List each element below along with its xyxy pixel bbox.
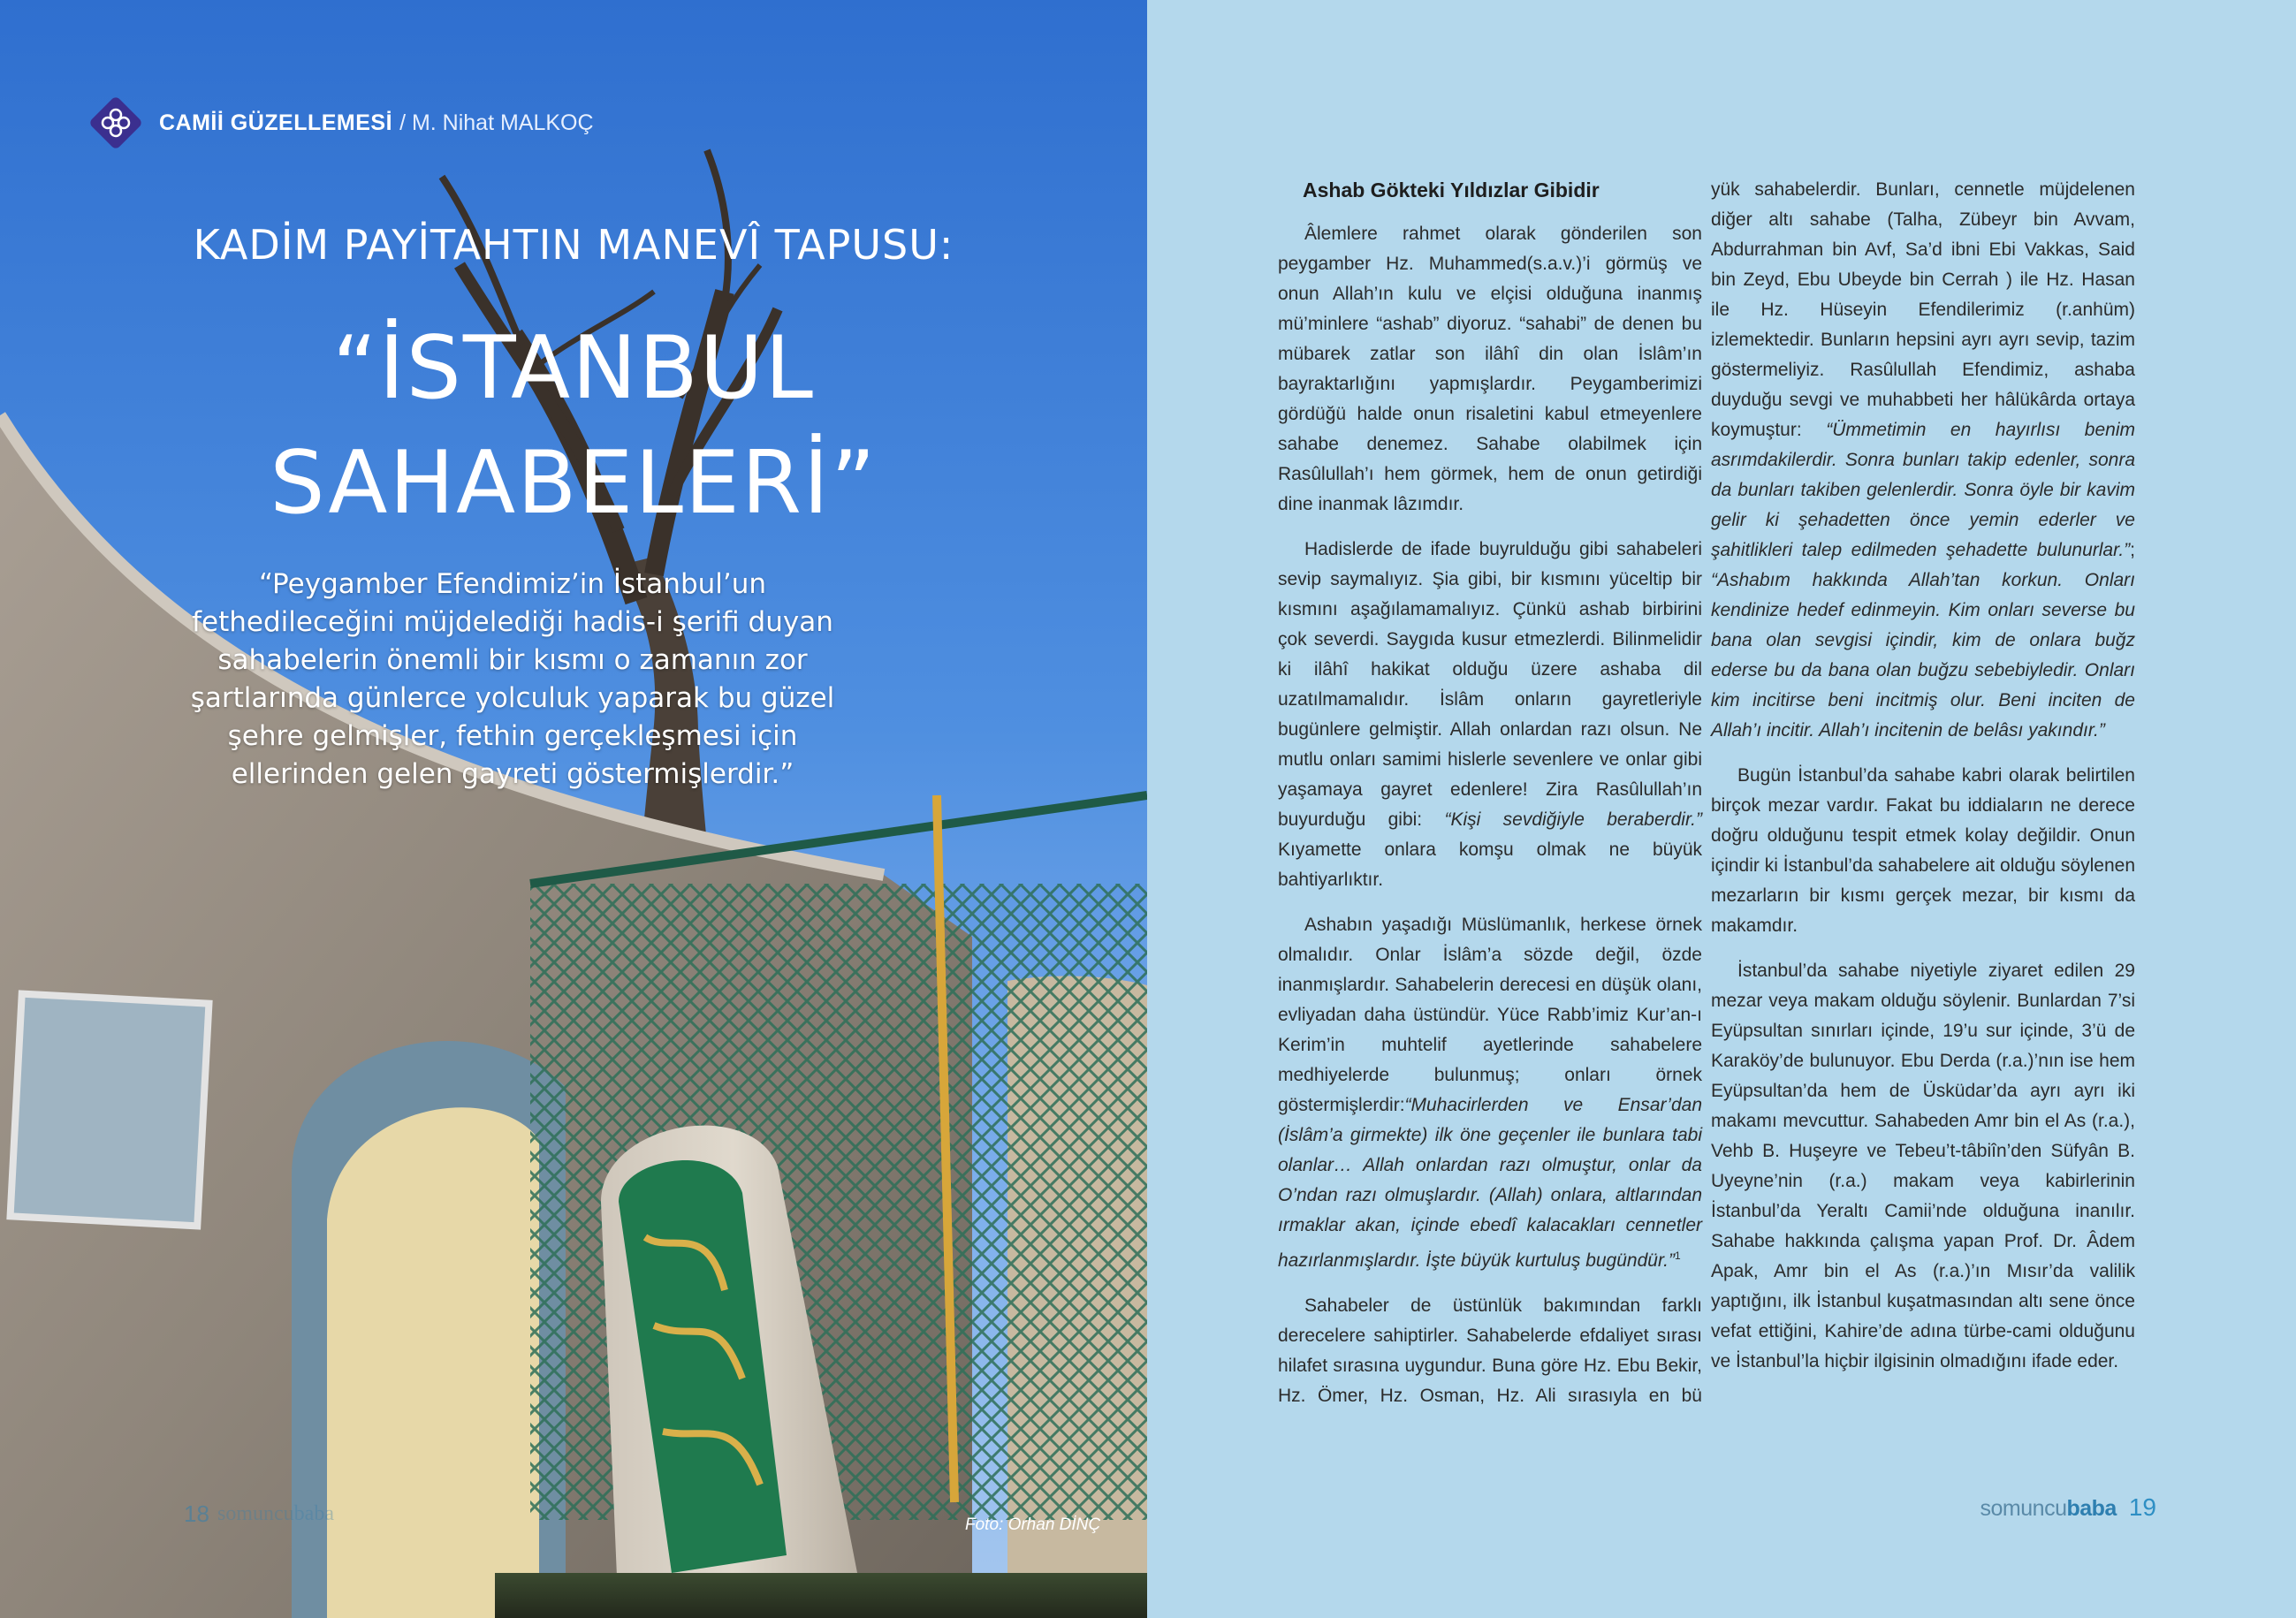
- hadith-quote-2: “Ashabım hakkında Allah’tan korkun. Onları kendinize hedef edinmeyin. Kim onları severse bu bana olan sevgisi içindir, kim de onlara buğz ederse bu da bana olan buğzu sebebiyledir. Onları kim incitirse beni incitmiş olur. Beni inciten de Allah’ı incitir. Allah’ı incitenin de belâsı yakındır.”: [1711, 570, 2135, 741]
- paragraph-4-start: Sahabeler de üstünlük bakımından farklı derecelere sahiptirler. Sahabelerde efdaliyet sırası hilafet sırasına uygundur. Buna göre Hz. Ebu Bekir, Hz. Ömer, Hz. Osman, Hz. Ali sırasıyla en bü: [1278, 1295, 1702, 1406]
- paragraph-3-text: Ashabın yaşadığı Müslümanlık, herkese örnek olmalıdır. Onlar İslâm’a sözde değil, özde inanmışlardır. Sahabelerin derecesi en düşük olanı, evliyadan daha üstündür. Yüce Rabb’imiz Kur’an-ı Kerim’in muhtelif ayetlerinde sahabelere medhiyelerde bulunmuş; onları örnek göstermişlerdir:: [1278, 915, 1702, 1115]
- footnote-marker: 1: [1675, 1250, 1681, 1262]
- headline-line-1: “İSTANBUL: [331, 318, 816, 419]
- right-footer: [1980, 1493, 2156, 1522]
- mosque-ornament-icon: [87, 94, 145, 152]
- article-subheading: Ashab Gökteki Yıldızlar Gibidir: [1303, 179, 1600, 201]
- paragraph-4-text: yük sahabelerdir. Bunları, cennetle müjdelenen diğer altı sahabe (Talha, Zübeyr bin Avvam, Abdurrahman bin Avf, Sa’d ibni Ebi Vakkas, Said bin Zeyd, Ebu Ubeyde bin Cerrah ) ile Hz. Hasan ile Hz. Hüseyin Efendilerimiz (r.anhüm) izlemektedir. Bunların hepsini ayrı ayrı sevip, tazim göstermeliyiz. Rasûlullah Efendimiz, ashaba duyduğu sevgi ve muhabbeti her hâlükârda ortaya koymuştur:: [1711, 179, 2135, 440]
- author-name: / M. Nihat MALKOÇ: [399, 110, 594, 135]
- paragraph-4-continued: [1711, 175, 2135, 746]
- section-title: CAMİİ GÜZELLEMESİ: [159, 110, 393, 135]
- photo-credit: Foto: Orhan DİNÇ: [965, 1515, 1101, 1534]
- text-column-1: [1278, 175, 1702, 1426]
- paragraph-2-text: Hadislerde de ifade buyrulduğu gibi sahabeleri sevip saymalıyız. Şia gibi, bir kısmını yüceltip bir kısmını aşağılamamalıyız. Çünkü ashab birbirini çok severdi. Saygıda kusur etmezlerdi. Bilinmelidir ki ilâhî hakikat olduğu üzere ashaba dil uzatılmamalıdır. İslâm onların gayretleriyle bugünlere gelmiştir. Allah onlardan razı olsun. Ne mutlu onları samimi hislerle sevenlere ve onlar gibi yaşamaya gayret edenlere! Zira Rasûlullah’ın buyurduğu gibi:: [1278, 539, 1702, 830]
- headline-line-2: SAHABELERİ”: [270, 433, 878, 534]
- quote-separator: ;: [2130, 540, 2135, 560]
- main-headline: [0, 311, 1147, 541]
- quran-quote: “Muhacirlerden ve Ensar’dan (İslâm’a girmekte) ilk öne geçenler ile bunlara tabi olanlar… Allah onlardan razı olmuştur, onlar da O’ndan razı olmuşlardır. (Allah) onlara, altlarından ırmaklar akan, içinde ebedî kalacakları cennetler hazırlanmışlardır. İşte büyük kurtuluş bugündür.”: [1278, 1095, 1702, 1271]
- right-page-number: 19: [2128, 1493, 2156, 1521]
- title-kicker: KADİM PAYİTAHTIN MANEVÎ TAPUSU:: [193, 221, 954, 269]
- paragraph-2-end: Kıyamette onlara komşu olmak ne büyük bahtiyarlıktır.: [1278, 839, 1702, 890]
- paragraph-1: Âlemlere rahmet olarak gönderilen son peygamber Hz. Muhammed(s.a.v.)’i görmüş ve onun Allah’ın kulu ve elçisi olduğuna inanmış mü’minlere “ashab” diyoruz. “sahabi” de denen bu mübarek zatlar son ilâhî din olan İslâm’ın bayraktarlığını yapmışlardır. Peygamberimizi gördüğü halde onun risaletini kabul etmeyenlere sahabe denemez. Sahabe olabilmek için Rasûlullah’ı hem görmek, hem de onun getirdiği dine inanmak lâzımdır.: [1278, 224, 1702, 514]
- hadith-quote-1: “Ümmetimin en hayırlısı benim asrımdakilerdir. Sonra bunları takip edenler, sonra da bunları takiben gelenlerdir. Sonra öyle bir kavim gelir ki şehadetten önce yemin ederler ve şahitlikleri talep edilmeden şehadette bulunurlar.”: [1711, 420, 2135, 560]
- section-header: [87, 92, 594, 154]
- hadith-quote: “Kişi sevdiğiyle beraberdir.”: [1444, 809, 1702, 830]
- brand-baba: baba: [2066, 1496, 2117, 1521]
- left-page: [0, 0, 1147, 1618]
- left-brand: somuncubaba: [217, 1502, 334, 1525]
- paragraph-3: [1278, 910, 1702, 1276]
- lede-quote: “Peygamber Efendimiz’in İstanbul’un fethedileceğini müjdelediği hadis-i şerifi duyan sahabelerin önemli bir kısmı o zamanın zor şartlarında günlerce yolculuk yaparak bu güzel şehre gelmişler, fethin gerçekleşmesi için ellerinden gelen gayreti göstermişlerdir.”: [190, 568, 835, 790]
- right-page: [1147, 0, 2296, 1618]
- paragraph-2: [1278, 535, 1702, 895]
- left-page-number: 18: [184, 1500, 209, 1527]
- paragraph-6: İstanbul’da sahabe niyetiyle ziyaret edilen 29 mezar veya makam olduğu söylenir. Bunlardan 7’si Eyüpsultan sınırları içinde, 19’u sur içinde, 3’ü de Karaköy’de bulunuyor. Ebu Derda (r.a.)’nın ise hem Eyüpsultan’da hem de Üsküdar’da ayrı ayrı iki makamı mevcuttur. Sahabeden Amr bin el As (r.a.), Vehb B. Huşeyre ve Tebeu’t-tâbiîn’den Süfyân B. Uyeyne’nin (r.a.) makam veya kabirlerinin İstanbul’da Yeraltı Camii’nde olduğuna inanılır. Sahabe hakkında çalışma yapan Prof. Dr. Âdem Apak, Amr bin el As (r.a.)’ın Mısır’da valilik yaptığını, ilk İstanbul kuşatmasından altı sene önce vefat ettiğini, Kahire’de adına türbe-cami olduğunu ve İstanbul’la hiçbir ilgisinin olmadığını ifade eder.: [1711, 961, 2135, 1371]
- paragraph-5: Bugün İstanbul’da sahabe kabri olarak belirtilen birçok mezar vardır. Fakat bu iddiaların ne derece doğru olduğunu tespit etmek kolay değildir. Onun içindir ki İstanbul’da sahabelere ait olduğu söylenen mezarların bir kısmı gerçek mezar, bir kısmı da makamdır.: [1711, 765, 2135, 936]
- text-column-2: [1711, 175, 2135, 1392]
- brand-somuncu: somuncu: [1980, 1496, 2067, 1521]
